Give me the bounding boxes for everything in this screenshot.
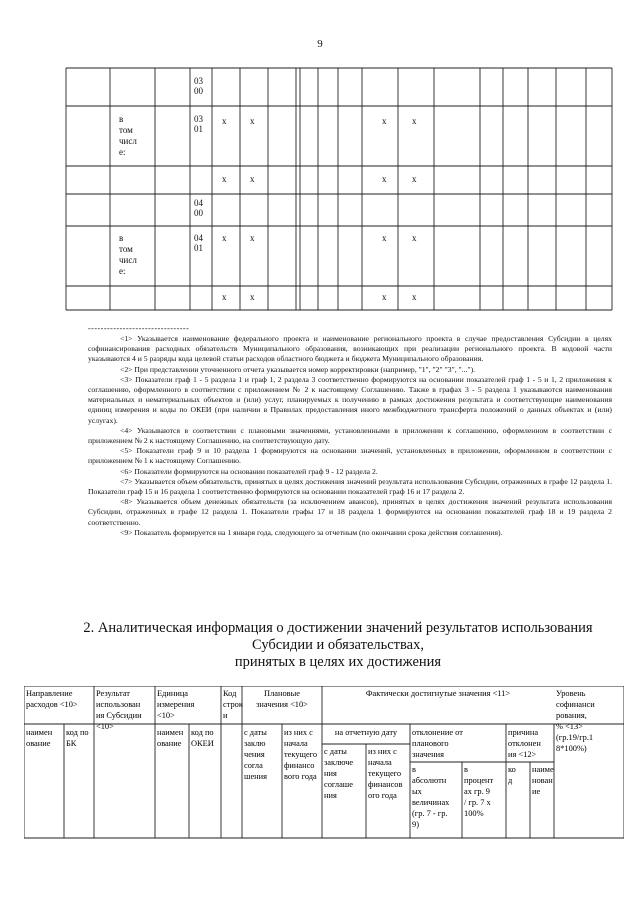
col-s-daty-fact: с даты заключе ния соглаше ния <box>324 747 354 800</box>
col-rezultat: Результат использован ия Субсидии <10> <box>96 689 142 731</box>
x-mark: x <box>412 233 417 243</box>
x-mark: x <box>250 174 255 184</box>
page-number: 9 <box>317 38 323 50</box>
footnote-8: <8> Указывается объем денежных обязательств (за исключением авансов), принятых в целях достижения значений результата использования Субсидии, отраженных в графе 12 раздела 1. Показатели графы 17 и 18 раздела 1 формируются на основании показателей граф 18 и 19 раздела 2 соответственно. <box>88 497 612 527</box>
col-v-procentah: в процент ах гр. 9 / гр. 7 x 100% <box>464 765 494 818</box>
section-2-title-line3: принятых в целях их достижения <box>234 654 442 670</box>
col-kod-po-bk: код по БК <box>66 728 89 748</box>
code-0301: 03 01 <box>194 114 203 134</box>
footnote-6: <6> Показатели формируются на основании показателей граф 9 - 12 раздела 2. <box>120 466 378 476</box>
col-naimenovanie-2: наимен ование <box>157 728 184 748</box>
footnote-2: <2> При представлении уточненного отчета указывается номер корректировки (например, "1", "2" "3", "..."). <box>120 364 476 374</box>
footnote-separator: -------------------------------- <box>88 324 190 333</box>
in-total-label-1: в том числ е: <box>119 114 137 157</box>
x-mark: x <box>250 233 255 243</box>
col-naimenovanie-1: наимен ование <box>26 728 53 748</box>
code-0300: 03 00 <box>194 76 203 96</box>
x-mark: x <box>250 292 255 302</box>
col-kod-stroki: Код строк и <box>223 689 243 720</box>
x-mark: x <box>382 116 387 126</box>
x-mark: x <box>382 174 387 184</box>
col-iz-nih-fact: из них с начала текущего финансов ого года <box>368 747 403 800</box>
col-uroven: Уровень софинанси рования, % <13> (гр.19/гр.1 8*100%) <box>556 689 595 753</box>
x-mark: x <box>222 174 227 184</box>
x-mark: x <box>222 292 227 302</box>
continuation-table <box>0 0 640 320</box>
x-mark: x <box>222 233 227 243</box>
footnotes <box>88 334 612 538</box>
footnote-1: <1> Указывается наименование федерального проекта и наименование регионального проекта в случае предоставления Субсидии в целях софинансирования расходных обязательств Муниципального образования, возникающих при реализации регионального проекта. В кодовой части указываются 4 и 5 разряды кода целевой статьи расходов областного бюджета и бюджета Муниципального образования. <box>88 334 612 364</box>
col-kod: ко д <box>508 765 516 785</box>
x-mark: x <box>382 233 387 243</box>
section-2-title-line1: 2. Аналитическая информация о достижении значений результатов использования <box>83 620 593 636</box>
col-s-daty-plan: с даты заклю чения согла шения <box>244 728 267 781</box>
col-naimenovanie-3: наиме нован ие <box>532 765 554 796</box>
col-kod-po-okei: код по ОКЕИ <box>191 728 214 748</box>
x-mark: x <box>382 292 387 302</box>
footnote-7: <7> Указывается объем обязательств, принятых в целях достижения значений результата использования Субсидии, отраженных в графе 12 раздела 1. Показатели граф 15 и 16 раздела 1 соответственно формируются на основании показателей граф 16 и 17 раздела 2. <box>88 476 612 497</box>
footnote-5: <5> Показатели граф 9 и 10 раздела 1 формируются на основании значений, установленных в приложении, оформленном в соответствии с приложением № 1 к настоящему Соглашению. <box>88 446 612 466</box>
section-2-title-line2: Субсидии и обязательствах, <box>252 637 424 653</box>
code-0400: 04 00 <box>194 198 203 218</box>
col-napravlenie: Направление расходов <10> <box>26 689 78 709</box>
analytics-table <box>24 686 624 846</box>
col-edinica: Единица измерения <10> <box>157 689 195 720</box>
col-v-absolyutnyh: в абсолютн ых величинах (гр. 7 - гр. 9) <box>412 765 450 829</box>
x-mark: x <box>412 292 417 302</box>
code-0401: 04 01 <box>194 233 203 253</box>
x-mark: x <box>412 174 417 184</box>
footnote-3: <3> Показатели граф 1 - 5 раздела 1 и граф 1, 2 раздела 3 соответственно формируются на основании показателей граф 1 - 5 и 1, 2 приложения к соглашению, оформленного в соответствии с приложением № 2 к настоящему Соглашению. Также в графах 3 - 5 раздела 1 указываются наименования материальных и нематериальных объектов и (или) услуг, планируемых к получению в рамках достижения результата и соответствующие наименования единиц измерения и коды по ОКЕИ (при наличии в Правилах предоставления иного межбюджетного трансферта положений о данных объектах и (или) услугах). <box>88 374 612 425</box>
footnote-4: <4> Указываются в соответствии с плановыми значениями, установленными в приложении к соглашению, оформленном в соответствии с приложением № 2 к настоящему Соглашению, на соответствующую дату. <box>88 425 612 446</box>
col-na-otchetnuyu-datu: на отчетную дату <box>334 728 398 737</box>
col-otklonenie: отклонение от планового значения <box>412 728 463 759</box>
col-iz-nih-plan: из них с начала текущего финансо вого года <box>284 728 318 781</box>
in-total-label-2: в том числ е: <box>119 233 137 276</box>
col-prichina: причина отклонен ия <12> <box>508 728 541 759</box>
x-mark: x <box>250 116 255 126</box>
col-planovye: Плановые значения <10> <box>256 689 308 709</box>
footnote-9: <9> Показатель формируется на 1 января года, следующего за отчетным (по окончании срока действия соглашения). <box>120 527 503 537</box>
section-2-title <box>60 620 616 671</box>
x-mark: x <box>412 116 417 126</box>
col-fakticheski: Фактически достигнутые значения <11> <box>365 689 511 698</box>
x-mark: x <box>222 116 227 126</box>
table-grid <box>66 68 612 310</box>
